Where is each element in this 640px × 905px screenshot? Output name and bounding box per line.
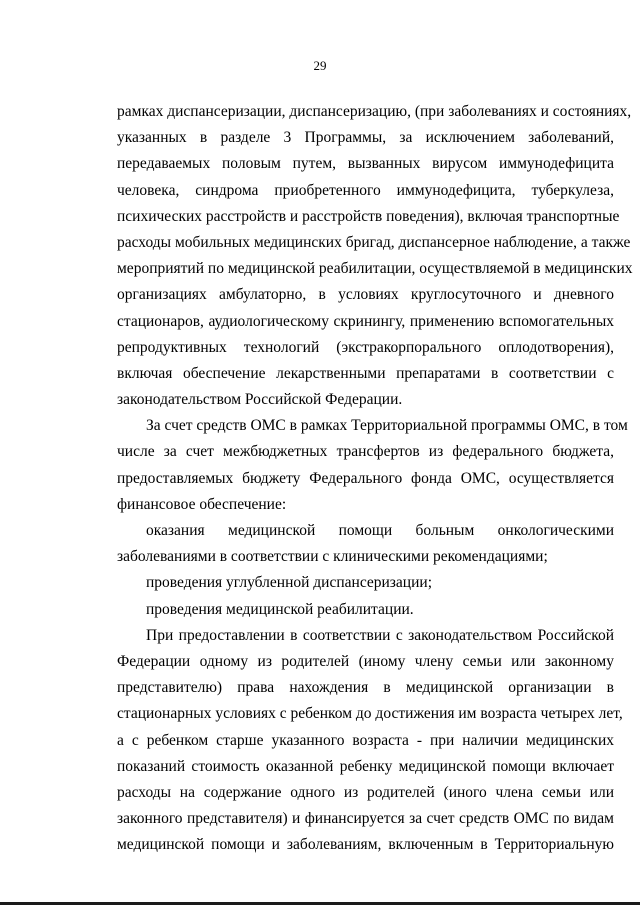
text-line: проведения углубленной диспансеризации;: [146, 574, 433, 592]
text-line: законодательством Российской Федерации.: [117, 391, 403, 409]
text-line: мероприятий по медицинской реабилитации, осуществляемой в медицинских: [117, 260, 633, 278]
text-line: расходы на содержание одного из родителей (иного члена семьи или: [117, 783, 614, 801]
text-line: расходы мобильных медицинских бригад, диспансерное наблюдение, а также: [117, 233, 631, 251]
text-line: человека, синдрома приобретенного иммунодефицита, туберкулеза,: [117, 181, 614, 199]
text-line: Федерации одному из родителей (иному члену семьи или законному: [117, 652, 614, 670]
document-body: [117, 103, 633, 862]
text-line: медицинской помощи и заболеваниям, включенным в Территориальную: [117, 836, 614, 854]
text-line: стационаров, аудиологическому скринингу, применению вспомогательных: [117, 312, 614, 330]
text-line: репродуктивных технологий (экстракорпорального оплодотворения),: [117, 338, 614, 356]
text-line: показаний стоимость оказанной ребенку медицинской помощи включает: [117, 757, 614, 775]
text-line: представителю) права нахождения в медицинской организации в: [117, 679, 614, 697]
text-line: а с ребенком старше указанного возраста - при наличии медицинских: [117, 731, 614, 749]
text-line: психических расстройств и расстройств поведения), включая транспортные: [117, 207, 620, 225]
text-line: указанных в разделе 3 Программы, за исключением заболеваний,: [117, 129, 614, 147]
text-line: оказания медицинской помощи больным онкологическими: [146, 522, 614, 539]
page-number: 29: [313, 58, 327, 73]
text-line: включая обеспечение лекарственными препаратами в соответствии с: [117, 364, 614, 382]
text-line: числе за счет межбюджетных трансфертов из федерального бюджета,: [117, 443, 614, 461]
text-line: предоставляемых бюджету Федерального фонда ОМС, осуществляется: [117, 469, 614, 487]
text-line: рамках диспансеризации, диспансеризацию, (при заболеваниях и состояниях,: [117, 103, 632, 120]
text-line: заболеваниями в соответствии с клиническими рекомендациями;: [117, 548, 548, 566]
text-line: проведения медицинской реабилитации.: [146, 600, 414, 618]
text-line: За счет средств ОМС в рамках Территориальной программы ОМС, в том: [146, 417, 628, 435]
text-line: стационарных условиях с ребенком до достижения им возраста четырех лет,: [117, 705, 623, 723]
text-line: При предоставлении в соответствии с законодательством Российской: [146, 626, 614, 644]
text-line: передаваемых половым путем, вызванных вирусом иммунодефицита: [117, 155, 614, 173]
text-line: финансовое обеспечение:: [117, 495, 287, 513]
text-line: законного представителя) и финансируется за счет средств ОМС по видам: [117, 810, 614, 828]
text-line: организациях амбулаторно, в условиях круглосуточного и дневного: [117, 286, 614, 304]
